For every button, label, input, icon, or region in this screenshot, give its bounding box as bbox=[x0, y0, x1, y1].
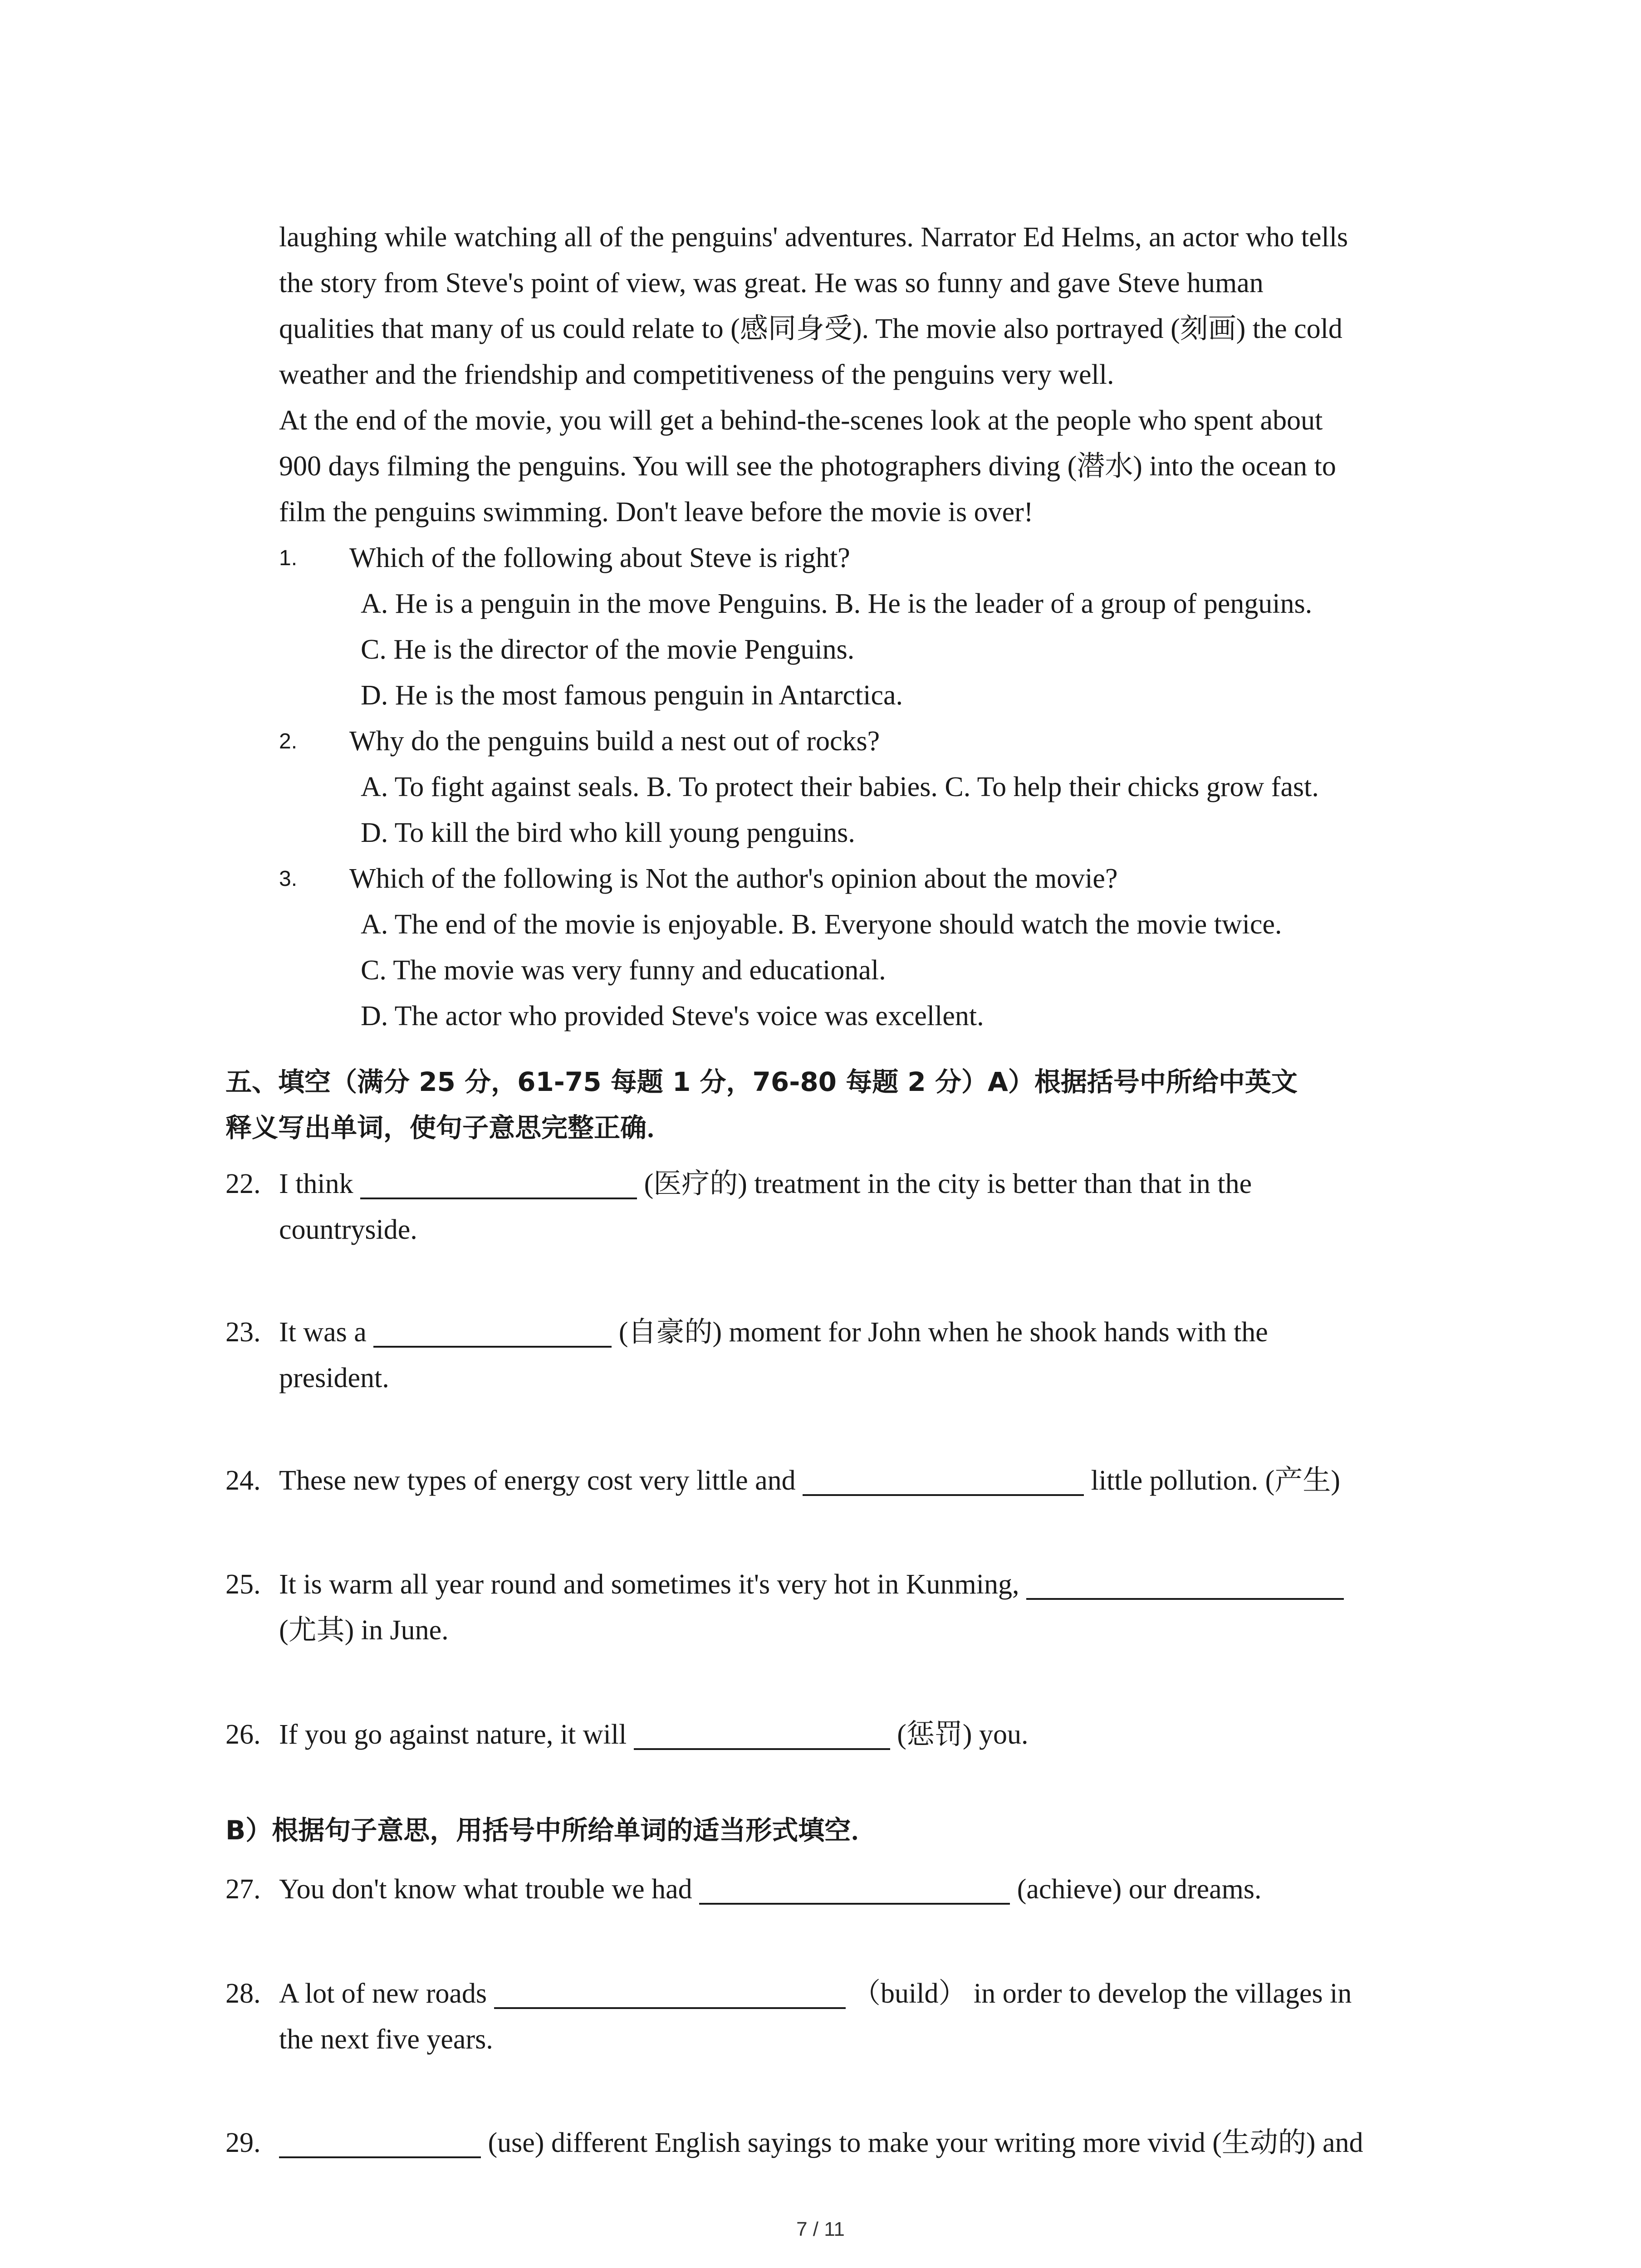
fill-item-28 bbox=[225, 1971, 1460, 2063]
item-text: (惩罚) you. bbox=[890, 1719, 1029, 1750]
question-number: 1. bbox=[279, 546, 298, 570]
answer-blank[interactable] bbox=[373, 1318, 612, 1348]
passage-line: 900 days filming the penguins. You will see the photographers diving (潜水) into the ocean to bbox=[279, 451, 1336, 482]
fill-item-26 bbox=[225, 1712, 1460, 1758]
answer-blank[interactable] bbox=[360, 1169, 637, 1199]
answer-option: D. He is the most famous penguin in Antarctica. bbox=[361, 680, 903, 711]
question-3 bbox=[279, 856, 1459, 1039]
passage-line: At the end of the movie, you will get a behind-the-scenes look at the people who spent about bbox=[279, 405, 1323, 436]
answer-blank[interactable] bbox=[279, 2128, 481, 2158]
item-text: It was a bbox=[279, 1317, 374, 1348]
fill-item-22 bbox=[225, 1161, 1460, 1253]
item-text: (achieve) our dreams. bbox=[1010, 1874, 1262, 1905]
item-text: A lot of new roads bbox=[279, 1978, 494, 2009]
question-stem: Which of the following about Steve is right? bbox=[349, 543, 850, 573]
question-2 bbox=[279, 719, 1459, 856]
item-text: If you go against nature, it will bbox=[279, 1719, 634, 1750]
answer-option: D. To kill the bird who kill young penguins. bbox=[361, 817, 855, 848]
fill-item-29 bbox=[225, 2120, 1460, 2166]
reading-passage bbox=[279, 215, 1459, 535]
passage-line: qualities that many of us could relate to (感同身受). The movie also portrayed (刻画) the cold bbox=[279, 313, 1342, 344]
answer-option: A. To fight against seals. B. To protect their babies. C. To help their chicks grow fast. bbox=[361, 772, 1319, 802]
item-number: 28. bbox=[225, 1978, 261, 2009]
item-text: (尤其) in June. bbox=[279, 1615, 449, 1646]
item-text: (use) different English sayings to make your writing more vivid (生动的) and bbox=[481, 2127, 1363, 2158]
passage-line: weather and the friendship and competitiveness of the penguins very well. bbox=[279, 359, 1114, 390]
item-text: （build） in order to develop the villages in bbox=[845, 1978, 1352, 2009]
item-text: president. bbox=[279, 1363, 389, 1393]
answer-blank[interactable] bbox=[634, 1720, 890, 1750]
item-text: I think bbox=[279, 1168, 361, 1199]
passage-line: the story from Steve's point of view, was great. He was so funny and gave Steve human bbox=[279, 268, 1264, 298]
question-number: 2. bbox=[279, 729, 298, 753]
item-text: It is warm all year round and sometimes it's very hot in Kunming, bbox=[279, 1569, 1026, 1600]
item-text: These new types of energy cost very little and bbox=[279, 1465, 803, 1496]
question-number: 3. bbox=[279, 867, 298, 891]
item-number: 23. bbox=[225, 1317, 261, 1348]
fill-item-24 bbox=[225, 1458, 1460, 1504]
item-number: 22. bbox=[225, 1168, 261, 1199]
answer-blank[interactable] bbox=[1026, 1570, 1344, 1600]
item-number: 26. bbox=[225, 1719, 261, 1750]
item-number: 24. bbox=[225, 1465, 261, 1496]
fill-item-25 bbox=[225, 1562, 1460, 1653]
answer-option: A. He is a penguin in the move Penguins. B. He is the leader of a group of penguins. bbox=[361, 588, 1313, 619]
question-stem: Why do the penguins build a nest out of rocks? bbox=[349, 726, 880, 757]
answer-blank[interactable] bbox=[803, 1466, 1084, 1496]
item-text: (自豪的) moment for John when he shook hands with the bbox=[612, 1317, 1268, 1348]
fill-item-23 bbox=[225, 1310, 1460, 1401]
item-text: (医疗的) treatment in the city is better than that in the bbox=[637, 1168, 1252, 1199]
section-heading: 释义写出单词，使句子意思完整正确． bbox=[225, 1112, 673, 1143]
item-text: little pollution. (产生) bbox=[1084, 1465, 1340, 1496]
question-stem: Which of the following is Not the author's opinion about the movie? bbox=[349, 863, 1118, 894]
answer-option: D. The actor who provided Steve's voice was excellent. bbox=[361, 1001, 984, 1031]
passage-line: film the penguins swimming. Don't leave before the movie is over! bbox=[279, 497, 1034, 528]
answer-blank[interactable] bbox=[699, 1875, 1010, 1905]
page-number: 7 / 11 bbox=[796, 2218, 845, 2240]
answer-option: C. The movie was very funny and educational. bbox=[361, 955, 886, 986]
fill-item-27 bbox=[225, 1867, 1460, 1912]
item-number: 27. bbox=[225, 1874, 261, 1905]
item-text: You don't know what trouble we had bbox=[279, 1874, 700, 1905]
item-text: the next five years. bbox=[279, 2024, 493, 2055]
section-heading: B）根据句子意思，用括号中所给单词的适当形式填空． bbox=[225, 1815, 877, 1846]
answer-option: A. The end of the movie is enjoyable. B. Everyone should watch the movie twice. bbox=[361, 909, 1282, 940]
item-number: 25. bbox=[225, 1569, 261, 1600]
answer-option: C. He is the director of the movie Penguins. bbox=[361, 634, 855, 665]
item-number: 29. bbox=[225, 2127, 261, 2158]
question-1 bbox=[279, 535, 1459, 719]
section-heading: 五、填空（满分 25 分，61-75 每题 1 分，76-80 每题 2 分）A）根据括号中所给中英文 bbox=[225, 1066, 1298, 1097]
item-text: countryside. bbox=[279, 1214, 417, 1245]
answer-blank[interactable] bbox=[494, 1979, 846, 2009]
passage-line: laughing while watching all of the penguins' adventures. Narrator Ed Helms, an actor who tells bbox=[279, 222, 1348, 253]
